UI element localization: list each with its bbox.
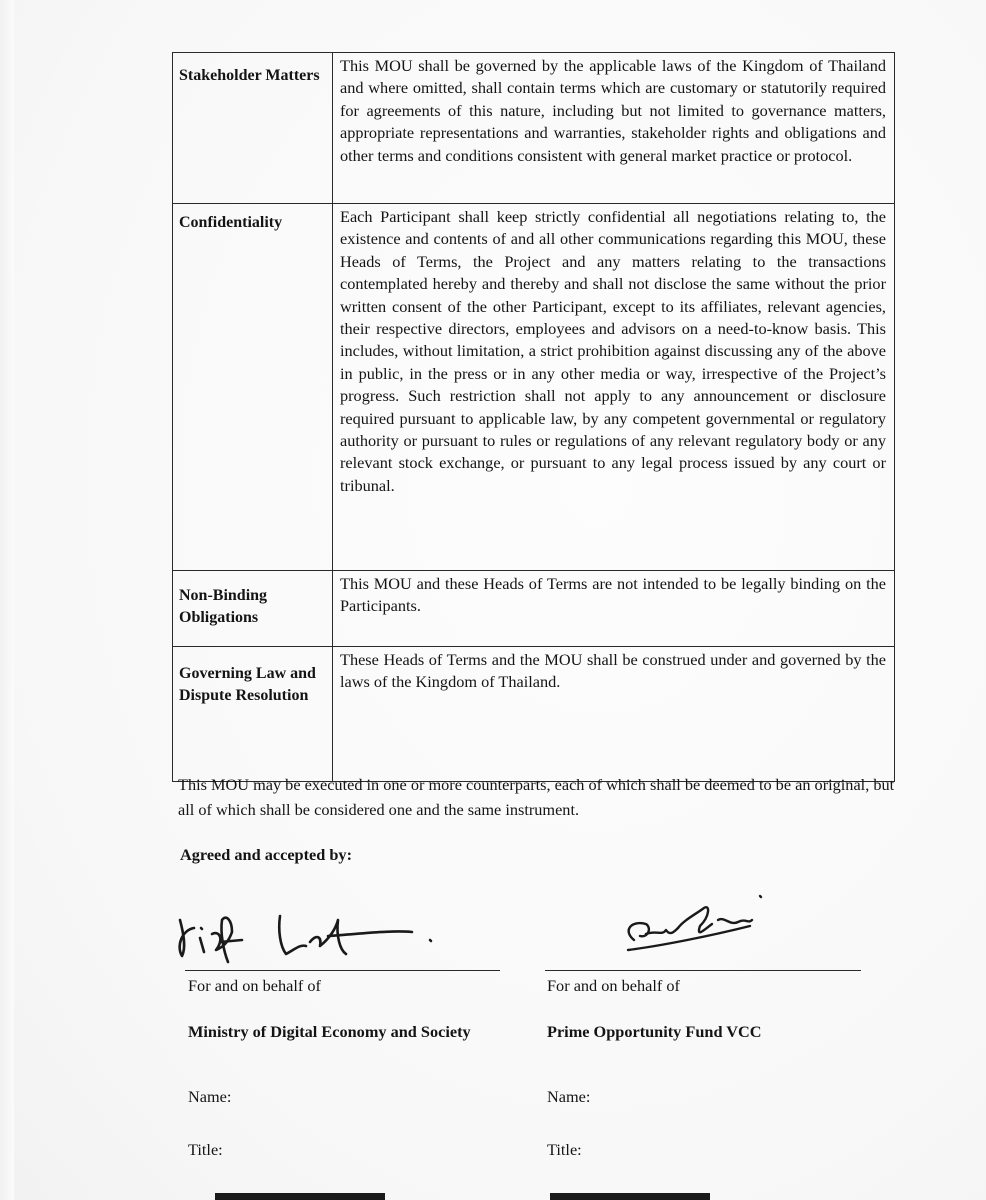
behalf-label-left: For and on behalf of (188, 976, 321, 995)
table-row (173, 204, 895, 571)
signature-line-left (185, 970, 500, 971)
term-text: This MOU shall be governed by the applicable laws of the Kingdom of Thailand and where omitted, shall contain terms which are customary or statutorily required for agreements of this nature, including but not limited to governance matters, appropriate representations and warranties, stakeholder rights and obligations and other terms and conditions consistent with general market practice or protocol. (333, 53, 895, 204)
title-field-right: Title: (547, 1140, 582, 1159)
table-row (173, 647, 895, 782)
page-bottom-mark (215, 1193, 385, 1200)
signature-right (600, 890, 800, 970)
term-text: These Heads of Terms and the MOU shall be construed under and governed by the laws of the Kingdom of Thailand. (333, 647, 895, 782)
name-field-right: Name: (547, 1087, 591, 1106)
party-name-left: Ministry of Digital Economy and Society (188, 1022, 471, 1041)
term-label: Stakeholder Matters (173, 53, 333, 204)
page-edge (0, 0, 14, 1200)
table-row (173, 571, 895, 647)
counterparts-paragraph: This MOU may be executed in one or more counterparts, each of which shall be deemed to be an original, but all of which shall be considered one and the same instrument. (178, 775, 895, 819)
party-name-right: Prime Opportunity Fund VCC (547, 1022, 762, 1041)
term-label: Governing Law and Dispute Resolution (173, 647, 333, 782)
page-bottom-mark (550, 1193, 710, 1200)
name-field-left: Name: (188, 1087, 232, 1106)
term-label: Confidentiality (173, 204, 333, 571)
signature-line-right (545, 970, 861, 971)
term-text: This MOU and these Heads of Terms are not intended to be legally binding on the Participants. (333, 571, 895, 647)
behalf-label-right: For and on behalf of (547, 976, 680, 995)
term-text: Each Participant shall keep strictly confidential all negotiations relating to, the existence and contents of and all other communications regarding this MOU, these Heads of Terms, the Project and any matters relating to the transactions contemplated hereby and thereby and shall not disclose the same without the prior written consent of the other Participant, except to its affiliates, relevant agencies, their respective directors, employees and advisors on a need-to-know basis. This includes, without limitation, a strict prohibition against discussing any of the above in public, in the press or in any other media or way, irrespective of the Project’s progress. Such restriction shall not apply to any announcement or disclosure required pursuant to applicable law, by any competent governmental or regulatory authority or pursuant to rules or regulations of any relevant regulatory body or any relevant stock exchange, or pursuant to any legal process issued by any court or tribunal. (333, 204, 895, 571)
table-row (173, 53, 895, 204)
heads-of-terms-table (172, 52, 895, 782)
agreed-heading: Agreed and accepted by: (180, 845, 352, 864)
term-label: Non-Binding Obligations (173, 571, 333, 647)
signature-left (160, 890, 490, 970)
title-field-left: Title: (188, 1140, 223, 1159)
